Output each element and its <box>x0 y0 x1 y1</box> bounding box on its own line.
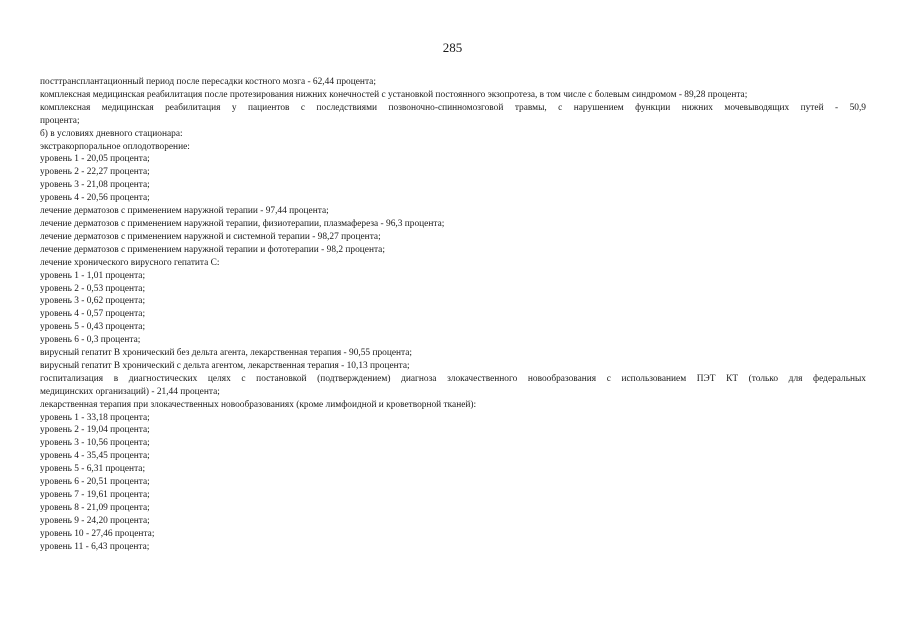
text-line: уровень 6 - 20,51 процента; <box>40 477 150 488</box>
text-line: уровень 9 - 24,20 процента; <box>40 515 150 526</box>
text-line: госпитализация в диагностических целях с постановкой (подтверждением) диагноза злокачественного новообразования с использованием ПЭТ КТ (только для федеральных <box>40 373 866 384</box>
text-line: уровень 1 - 33,18 процента; <box>40 412 150 423</box>
document-body <box>40 76 866 554</box>
text-line: медицинских организаций) - 21,44 процента; <box>40 386 220 397</box>
text-line: посттрансплантационный период после пересадки костного мозга - 62,44 процента; <box>40 77 376 87</box>
page-number: 285 <box>442 40 463 55</box>
text-line: вирусный гепатит В хронический с дельта агентом, лекарственная терапия - 10,13 процента; <box>40 360 410 371</box>
text-line: лечение дерматозов с применением наружной терапии и фототерапии - 98,2 процента; <box>40 244 385 255</box>
text-line: уровень 4 - 0,57 процента; <box>40 309 146 320</box>
text-line: уровень 4 - 35,45 процента; <box>40 451 150 462</box>
text-line: процента; <box>40 115 80 126</box>
text-line: уровень 1 - 20,05 процента; <box>40 154 150 165</box>
text-line: уровень 1 - 1,01 процента; <box>40 270 146 281</box>
text-line: уровень 5 - 0,43 процента; <box>40 322 146 333</box>
text-line: уровень 11 - 6,43 процента; <box>40 541 150 552</box>
text-line: уровень 2 - 22,27 процента; <box>40 167 150 178</box>
text-line: лечение дерматозов с применением наружной и системной терапии - 98,27 процента; <box>40 231 381 242</box>
text-line: уровень 8 - 21,09 процента; <box>40 502 150 513</box>
text-line: б) в условиях дневного стационара: <box>40 128 183 139</box>
text-line: уровень 4 - 20,56 процента; <box>40 193 150 204</box>
text-line: экстракорпоральное оплодотворение: <box>40 141 190 152</box>
text-line: комплексная медицинская реабилитация у пациентов с последствиями позвоночно-спинномозговой травмы, с нарушением функции нижних мочевыводящих путей - 50,9 <box>40 102 866 113</box>
text-line: уровень 6 - 0,3 процента; <box>40 335 141 346</box>
text-line: уровень 3 - 21,08 процента; <box>40 180 150 191</box>
text-line: лечение дерматозов с применением наружной терапии, физиотерапии, плазмафереза - 96,3 процента; <box>40 218 445 229</box>
text-line: лечение хронического вирусного гепатита С: <box>40 257 220 268</box>
text-line: уровень 7 - 19,61 процента; <box>40 490 150 500</box>
text-line: уровень 3 - 10,56 процента; <box>40 438 150 449</box>
text-line: уровень 2 - 19,04 процента; <box>40 425 150 436</box>
text-line: уровень 2 - 0,53 процента; <box>40 283 146 294</box>
text-line: вирусный гепатит В хронический без дельта агента, лекарственная терапия - 90,55 процента; <box>40 348 413 359</box>
text-line: уровень 3 - 0,62 процента; <box>40 296 146 307</box>
text-line: уровень 5 - 6,31 процента; <box>40 464 146 475</box>
text-line: лекарственная терапия при злокачественных новообразованиях (кроме лимфоидной и кроветворной тканей): <box>40 399 477 410</box>
text-line: комплексная медицинская реабилитация после протезирования нижних конечностей с установкой постоянного экзопротеза, в том числе с болевым синдромом - 89,28 процента; <box>40 89 748 100</box>
text-line: лечение дерматозов с применением наружной терапии - 97,44 процента; <box>40 206 329 217</box>
text-line: уровень 10 - 27,46 процента; <box>40 528 155 539</box>
